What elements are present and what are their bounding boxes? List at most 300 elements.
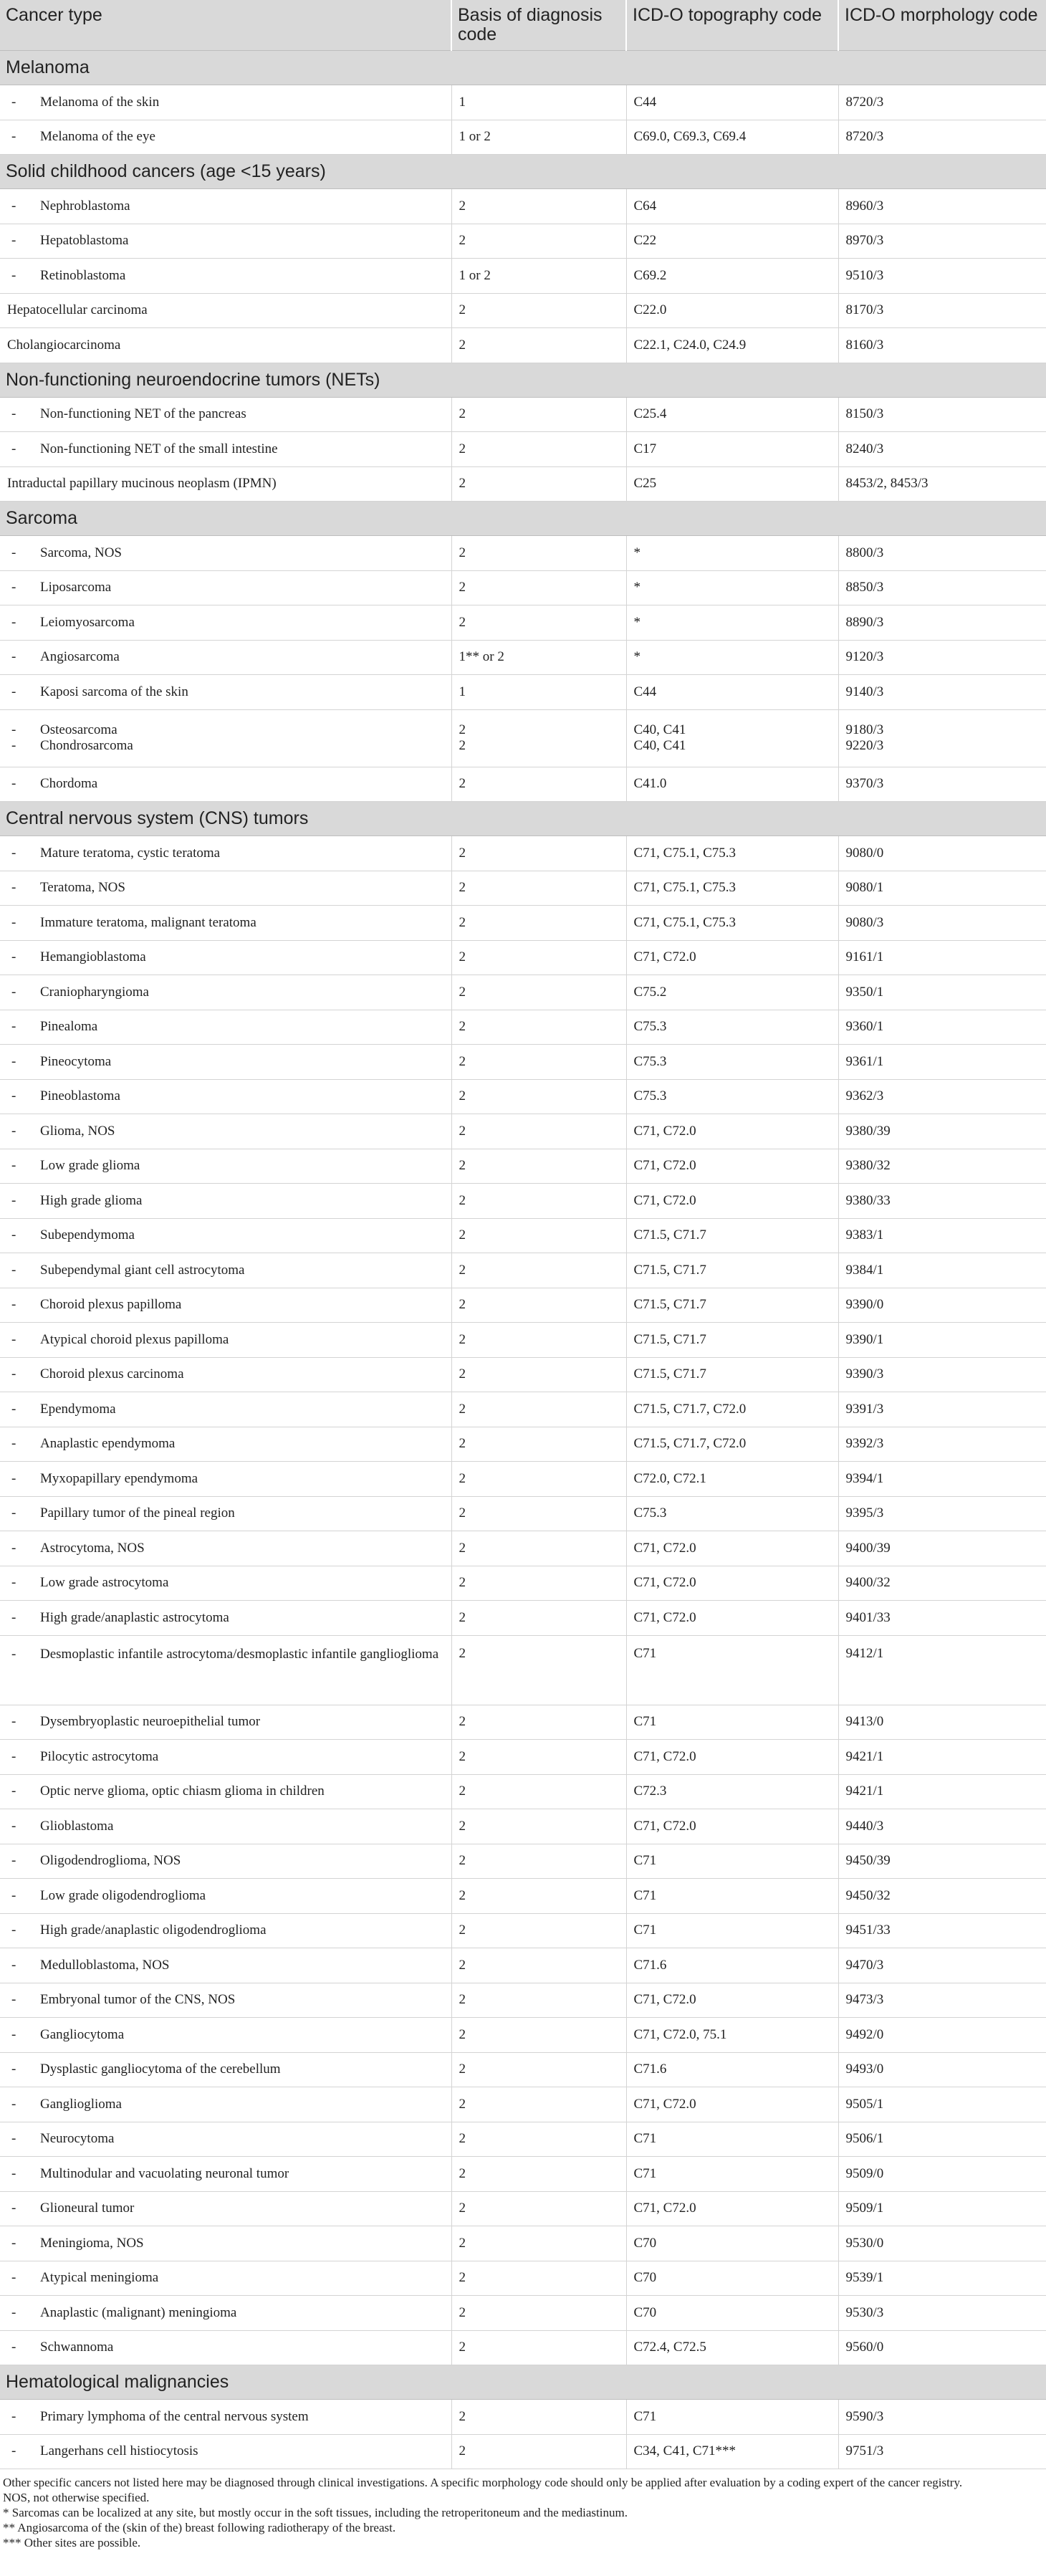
cell-topography-code-value: C70 bbox=[633, 2235, 657, 2251]
indent-dash: - bbox=[11, 1366, 16, 1382]
cell-cancer-type bbox=[0, 871, 451, 906]
cell-cancer-type bbox=[0, 1253, 451, 1288]
table-row bbox=[0, 2261, 1046, 2296]
cell-basis-code bbox=[451, 1149, 626, 1184]
cancer-type-name: Low grade astrocytoma bbox=[40, 1575, 169, 1591]
table-row bbox=[0, 940, 1046, 975]
cancer-type-line bbox=[7, 1054, 444, 1070]
cell-topography-code bbox=[626, 2330, 838, 2365]
indent-dash: - bbox=[11, 198, 16, 214]
cell-morphology-code bbox=[838, 906, 1046, 941]
cell-morphology-code bbox=[838, 293, 1046, 328]
cell-morphology-code bbox=[838, 466, 1046, 502]
indent-dash: - bbox=[11, 233, 16, 249]
indent-dash: - bbox=[11, 580, 16, 595]
cell-basis-code-value: 1 bbox=[459, 94, 466, 110]
cell-morphology-code bbox=[838, 2330, 1046, 2365]
cell-morphology-code-value: 9362/3 bbox=[845, 1088, 884, 1104]
cell-topography-code bbox=[626, 1774, 838, 1809]
cell-morphology-code bbox=[838, 1496, 1046, 1531]
cell-topography-code bbox=[626, 1913, 838, 1948]
cancer-type-line bbox=[7, 1088, 444, 1104]
cell-morphology-code-value: 9383/1 bbox=[845, 1227, 884, 1243]
indent-dash: - bbox=[11, 2270, 16, 2286]
cell-topography-code bbox=[626, 2157, 838, 2192]
cancer-type-name: Pineoblastoma bbox=[40, 1088, 120, 1104]
cell-morphology-code-value: 9390/0 bbox=[845, 1297, 884, 1313]
cell-basis-code-value: 2 bbox=[459, 722, 466, 737]
cell-topography-code bbox=[626, 871, 838, 906]
cell-basis-code bbox=[451, 2157, 626, 2192]
cancer-type-name: Kaposi sarcoma of the skin bbox=[40, 684, 188, 699]
cell-topography-code bbox=[626, 1253, 838, 1288]
cell-topography-code-value: C71, C72.0, 75.1 bbox=[633, 2026, 727, 2042]
cell-topography-code-value: C71, C72.0 bbox=[633, 1158, 696, 1174]
cancer-type-name: High grade/anaplastic astrocytoma bbox=[40, 1609, 229, 1625]
table-row bbox=[0, 1288, 1046, 1323]
indent-dash: - bbox=[11, 845, 16, 861]
cancer-type-name: Atypical choroid plexus papilloma bbox=[40, 1331, 229, 1347]
cell-topography-code-value: C75.2 bbox=[633, 984, 667, 1000]
footnote: NOS, not otherwise specified. bbox=[3, 2491, 150, 2504]
cancer-type-name: Sarcoma, NOS bbox=[40, 545, 122, 560]
cell-basis-code-value: 2 bbox=[459, 1992, 466, 2008]
cancer-type-line bbox=[7, 1193, 444, 1209]
cancer-type-name: Angiosarcoma bbox=[40, 649, 120, 665]
cell-morphology-code-value: 9080/0 bbox=[845, 845, 884, 861]
table-row bbox=[0, 906, 1046, 941]
cell-topography-code bbox=[626, 2226, 838, 2261]
indent-dash: - bbox=[11, 94, 16, 110]
cell-basis-code bbox=[451, 466, 626, 502]
cell-basis-code-value: 2 bbox=[459, 776, 466, 792]
cell-cancer-type bbox=[0, 1149, 451, 1184]
cell-morphology-code bbox=[838, 328, 1046, 363]
cancer-type-line bbox=[7, 1714, 444, 1730]
table-row bbox=[0, 1809, 1046, 1844]
cell-topography-code-value: C71 bbox=[633, 1887, 657, 1903]
indent-dash: - bbox=[11, 776, 16, 792]
cell-topography-code bbox=[626, 1218, 838, 1253]
cancer-type-line bbox=[7, 2409, 444, 2425]
cell-basis-code bbox=[451, 1879, 626, 1914]
cell-morphology-code bbox=[838, 1184, 1046, 1219]
cell-topography-code-value: C17 bbox=[633, 441, 657, 456]
cell-topography-code-value: C75.3 bbox=[633, 1505, 667, 1521]
cancer-type-name: Subependymal giant cell astrocytoma bbox=[40, 1262, 245, 1278]
cell-cancer-type bbox=[0, 1496, 451, 1531]
cell-topography-code bbox=[626, 2052, 838, 2087]
cancer-type-line bbox=[7, 1402, 444, 1417]
cell-topography-code bbox=[626, 224, 838, 259]
cell-basis-code bbox=[451, 1948, 626, 1983]
table-row bbox=[0, 605, 1046, 641]
cancer-type-line bbox=[7, 684, 444, 700]
indent-dash: - bbox=[11, 1019, 16, 1035]
indent-dash: - bbox=[11, 1853, 16, 1869]
cell-topography-code-value: C71.5, C71.7 bbox=[633, 1262, 706, 1278]
cell-morphology-code bbox=[838, 1357, 1046, 1392]
cell-basis-code-value: 2 bbox=[459, 302, 466, 318]
cell-basis-code-value: 2 bbox=[459, 2408, 466, 2424]
cell-basis-code-value: 2 bbox=[459, 1192, 466, 1208]
cancer-type-name: Retinoblastoma bbox=[40, 267, 126, 283]
cell-cancer-type bbox=[0, 1079, 451, 1114]
cell-basis-code-value: 2 bbox=[459, 845, 466, 861]
table-row bbox=[0, 709, 1046, 767]
cell-morphology-code-value: 9421/1 bbox=[845, 1783, 884, 1799]
cancer-type-line bbox=[7, 1819, 444, 1834]
cell-morphology-code-value: 9390/1 bbox=[845, 1331, 884, 1347]
indent-dash: - bbox=[11, 2026, 16, 2042]
cell-cancer-type bbox=[0, 2434, 451, 2469]
table-row bbox=[0, 1218, 1046, 1253]
cancer-type-name: Myxopapillary ependymoma bbox=[40, 1470, 198, 1486]
cell-basis-code-value: 2 bbox=[459, 1853, 466, 1869]
cancer-type-line bbox=[7, 1992, 444, 2008]
cell-morphology-code bbox=[838, 1323, 1046, 1358]
cell-cancer-type bbox=[0, 259, 451, 294]
cancer-type-name: Mature teratoma, cystic teratoma bbox=[40, 845, 221, 861]
cell-cancer-type bbox=[0, 1740, 451, 1775]
cancer-type-line bbox=[7, 2236, 444, 2251]
table-row bbox=[0, 1740, 1046, 1775]
cancer-type-name: Atypical meningioma bbox=[40, 2270, 159, 2286]
cancer-type-line bbox=[7, 1297, 444, 1313]
cancer-type-name: Pineocytoma bbox=[40, 1053, 112, 1069]
cell-basis-code bbox=[451, 1288, 626, 1323]
cell-morphology-code-value: 9380/32 bbox=[845, 1158, 891, 1174]
cell-basis-code-value: 2 bbox=[459, 738, 466, 753]
cell-morphology-code-value: 9400/32 bbox=[845, 1575, 891, 1591]
col-header-topography: ICD-O topography code bbox=[626, 0, 838, 51]
cell-basis-code-value: 2 bbox=[459, 1158, 466, 1174]
cancer-type-line bbox=[7, 915, 444, 931]
cell-morphology-code-value: 9451/33 bbox=[845, 1923, 891, 1938]
cell-morphology-code-value: 9394/1 bbox=[845, 1470, 884, 1486]
cell-topography-code bbox=[626, 293, 838, 328]
table-row bbox=[0, 836, 1046, 871]
cell-morphology-code bbox=[838, 675, 1046, 710]
cell-morphology-code bbox=[838, 189, 1046, 224]
cell-morphology-code-value: 9384/1 bbox=[845, 1262, 884, 1278]
cancer-type-line bbox=[7, 198, 444, 214]
cell-topography-code-value: C71, C72.0 bbox=[633, 1540, 696, 1556]
cell-topography-code bbox=[626, 1879, 838, 1914]
cell-cancer-type bbox=[0, 1288, 451, 1323]
cancer-type-line bbox=[7, 476, 444, 492]
table-body bbox=[0, 51, 1046, 2469]
cell-basis-code-value: 2 bbox=[459, 949, 466, 965]
table-row bbox=[0, 2191, 1046, 2226]
cell-morphology-code-value: 9506/1 bbox=[845, 2131, 884, 2147]
cancer-type-line bbox=[7, 302, 444, 318]
cancer-type-name: Nephroblastoma bbox=[40, 198, 130, 214]
table-row bbox=[0, 2400, 1046, 2435]
indent-dash: - bbox=[11, 1609, 16, 1625]
cell-morphology-code-value: 9530/3 bbox=[845, 2304, 884, 2320]
cancer-type-name: Immature teratoma, malignant teratoma bbox=[40, 914, 256, 930]
cell-morphology-code-value: 8960/3 bbox=[845, 198, 884, 214]
cancer-type-name: Dysplastic gangliocytoma of the cerebellum bbox=[40, 2062, 281, 2077]
cell-cancer-type bbox=[0, 1566, 451, 1601]
cell-basis-code-value: 2 bbox=[459, 1609, 466, 1625]
cancer-type-line bbox=[7, 1575, 444, 1591]
cell-basis-code bbox=[451, 328, 626, 363]
cell-morphology-code bbox=[838, 432, 1046, 467]
indent-dash: - bbox=[11, 1992, 16, 2008]
cell-topography-code bbox=[626, 397, 838, 432]
cell-topography-code-value: * bbox=[633, 545, 640, 560]
cell-morphology-code bbox=[838, 2122, 1046, 2157]
cell-cancer-type bbox=[0, 1774, 451, 1809]
cell-morphology-code-value: 9492/0 bbox=[845, 2026, 884, 2042]
cell-basis-code-value: 2 bbox=[459, 406, 466, 422]
cell-topography-code-value: C71 bbox=[633, 2408, 657, 2424]
cell-cancer-type bbox=[0, 1010, 451, 1045]
cell-cancer-type bbox=[0, 1601, 451, 1636]
indent-dash: - bbox=[11, 1505, 16, 1521]
cell-cancer-type bbox=[0, 466, 451, 502]
cell-morphology-code-value: 9080/1 bbox=[845, 880, 884, 896]
cell-morphology-code bbox=[838, 1462, 1046, 1497]
table-row bbox=[0, 2330, 1046, 2365]
cell-basis-code bbox=[451, 871, 626, 906]
cell-cancer-type bbox=[0, 1218, 451, 1253]
indent-dash: - bbox=[11, 1088, 16, 1104]
indent-dash: - bbox=[11, 1297, 16, 1313]
cell-morphology-code-value: 9400/39 bbox=[845, 1540, 891, 1556]
cell-morphology-code bbox=[838, 940, 1046, 975]
cancer-type-name: Desmoplastic infantile astrocytoma/desmoplastic infantile ganglioglioma bbox=[40, 1646, 439, 1662]
cell-cancer-type bbox=[0, 328, 451, 363]
cell-topography-code-value: C71.5, C71.7 bbox=[633, 1366, 706, 1382]
cancer-type-line bbox=[7, 268, 444, 284]
cell-topography-code bbox=[626, 1740, 838, 1775]
table-row bbox=[0, 871, 1046, 906]
indent-dash: - bbox=[11, 1158, 16, 1174]
footnote: Other specific cancers not listed here may be diagnosed through clinical investigations. A specific morphology code should only be applied after evaluation by a coding expert of the cancer registry. bbox=[3, 2476, 963, 2489]
cell-morphology-code bbox=[838, 2296, 1046, 2331]
cell-basis-code-value: 2 bbox=[459, 2062, 466, 2077]
indent-dash: - bbox=[11, 949, 16, 965]
cancer-type-line bbox=[7, 2443, 444, 2459]
cell-topography-code-value: C70 bbox=[633, 2270, 657, 2286]
indent-dash: - bbox=[11, 1331, 16, 1347]
cell-topography-code bbox=[626, 709, 838, 767]
cancer-type-line bbox=[7, 2097, 444, 2112]
cell-basis-code-value: 2 bbox=[459, 1575, 466, 1591]
cancer-type-line bbox=[7, 1783, 444, 1799]
table-row bbox=[0, 2226, 1046, 2261]
cell-basis-code bbox=[451, 940, 626, 975]
cell-topography-code bbox=[626, 2261, 838, 2296]
cell-topography-code bbox=[626, 640, 838, 675]
cell-morphology-code-value: 9450/39 bbox=[845, 1853, 891, 1869]
cell-topography-code-value: C71, C72.0 bbox=[633, 1123, 696, 1139]
cancer-type-line bbox=[7, 337, 444, 353]
cell-topography-code bbox=[626, 767, 838, 802]
cell-morphology-code-value: 9120/3 bbox=[845, 649, 884, 665]
cancer-type-name: Low grade oligodendroglioma bbox=[40, 1887, 206, 1903]
cell-basis-code-value: 2 bbox=[459, 2096, 466, 2112]
cell-basis-code-value: 2 bbox=[459, 2131, 466, 2147]
table-row bbox=[0, 767, 1046, 802]
cell-basis-code-value: 2 bbox=[459, 2235, 466, 2251]
section-header-row bbox=[0, 502, 1046, 536]
cell-cancer-type bbox=[0, 2052, 451, 2087]
cell-morphology-code bbox=[838, 836, 1046, 871]
cancer-type-name: Choroid plexus carcinoma bbox=[40, 1366, 184, 1382]
table-row bbox=[0, 1531, 1046, 1566]
cell-morphology-code bbox=[838, 1531, 1046, 1566]
cell-morphology-code bbox=[838, 1218, 1046, 1253]
cell-topography-code bbox=[626, 1114, 838, 1149]
cell-topography-code-value: C25 bbox=[633, 476, 657, 492]
cell-cancer-type bbox=[0, 1184, 451, 1219]
cell-topography-code-value: C71, C72.0 bbox=[633, 1748, 696, 1764]
cell-topography-code bbox=[626, 1288, 838, 1323]
cell-cancer-type bbox=[0, 675, 451, 710]
indent-dash: - bbox=[11, 1123, 16, 1139]
table-row bbox=[0, 85, 1046, 120]
cell-topography-code bbox=[626, 940, 838, 975]
cell-topography-code-value: C75.3 bbox=[633, 1019, 667, 1035]
cell-morphology-code-value: 9440/3 bbox=[845, 1818, 884, 1834]
cell-morphology-code bbox=[838, 259, 1046, 294]
cell-topography-code-value: C72.4, C72.5 bbox=[633, 2340, 706, 2355]
cell-morphology-code bbox=[838, 975, 1046, 1010]
cell-morphology-code-value: 9080/3 bbox=[845, 914, 884, 930]
indent-dash: - bbox=[11, 880, 16, 896]
cell-basis-code bbox=[451, 224, 626, 259]
cell-morphology-code bbox=[838, 1705, 1046, 1740]
cell-cancer-type bbox=[0, 2400, 451, 2435]
cell-topography-code bbox=[626, 1601, 838, 1636]
cancer-type-line bbox=[7, 1227, 444, 1243]
cell-basis-code-value: 2 bbox=[459, 880, 466, 896]
cancer-type-name: Intraductal papillary mucinous neoplasm (IPMN) bbox=[7, 476, 277, 492]
cell-topography-code-value: C71 bbox=[633, 1853, 657, 1869]
cell-topography-code-value: C75.3 bbox=[633, 1088, 667, 1104]
cell-topography-code-value: C71 bbox=[633, 2165, 657, 2181]
cancer-type-line bbox=[7, 880, 444, 896]
indent-dash: - bbox=[11, 722, 16, 737]
cancer-type-line bbox=[7, 2062, 444, 2077]
cell-basis-code-value: 2 bbox=[459, 1818, 466, 1834]
cell-basis-code bbox=[451, 640, 626, 675]
section-header-row bbox=[0, 363, 1046, 397]
cell-topography-code-value: C71 bbox=[633, 1923, 657, 1938]
cell-basis-code bbox=[451, 1983, 626, 2018]
cell-topography-code bbox=[626, 1983, 838, 2018]
cancer-type-name: Melanoma of the eye bbox=[40, 129, 155, 145]
cell-morphology-code-value: 9220/3 bbox=[845, 738, 884, 753]
table-row bbox=[0, 1149, 1046, 1184]
cancer-type-name: High grade/anaplastic oligodendroglioma bbox=[40, 1923, 267, 1938]
cancer-type-name: Meningioma, NOS bbox=[40, 2235, 144, 2251]
cancer-type-name: Schwannoma bbox=[40, 2340, 114, 2355]
cancer-type-name: Anaplastic (malignant) meningioma bbox=[40, 2304, 237, 2320]
table-row bbox=[0, 1010, 1046, 1045]
table-row bbox=[0, 224, 1046, 259]
cell-basis-code-value: 2 bbox=[459, 1887, 466, 1903]
cell-morphology-code-value: 9530/0 bbox=[845, 2235, 884, 2251]
section-title: Solid childhood cancers (age <15 years) bbox=[0, 155, 1046, 189]
cell-cancer-type bbox=[0, 536, 451, 571]
cell-basis-code bbox=[451, 1531, 626, 1566]
indent-dash: - bbox=[11, 406, 16, 422]
cell-topography-code bbox=[626, 1705, 838, 1740]
cell-basis-code bbox=[451, 2296, 626, 2331]
cell-morphology-code bbox=[838, 1774, 1046, 1809]
cell-morphology-code-value: 9421/1 bbox=[845, 1748, 884, 1764]
cell-basis-code-value: 2 bbox=[459, 1262, 466, 1278]
cancer-type-name: Hepatocellular carcinoma bbox=[7, 302, 148, 318]
indent-dash: - bbox=[11, 1262, 16, 1278]
cell-cancer-type bbox=[0, 767, 451, 802]
cancer-type-name: Choroid plexus papilloma bbox=[40, 1297, 182, 1313]
cell-basis-code bbox=[451, 1427, 626, 1462]
cell-morphology-code bbox=[838, 1253, 1046, 1288]
cell-basis-code bbox=[451, 1809, 626, 1844]
cell-basis-code-value: 2 bbox=[459, 1714, 466, 1730]
indent-dash: - bbox=[11, 2165, 16, 2181]
cell-basis-code bbox=[451, 1913, 626, 1948]
cell-cancer-type bbox=[0, 605, 451, 641]
cell-cancer-type bbox=[0, 2018, 451, 2053]
table-row bbox=[0, 466, 1046, 502]
cell-topography-code-value: C75.3 bbox=[633, 1053, 667, 1069]
cell-basis-code-value: 2 bbox=[459, 1783, 466, 1799]
cell-morphology-code-value: 9180/3 bbox=[845, 722, 884, 737]
cell-basis-code bbox=[451, 1496, 626, 1531]
footnote: ** Angiosarcoma of the (skin of the) breast following radiotherapy of the breast. bbox=[3, 2521, 396, 2534]
cancer-type-name: Cholangiocarcinoma bbox=[7, 337, 121, 353]
table-row bbox=[0, 328, 1046, 363]
table-row bbox=[0, 1079, 1046, 1114]
table-row bbox=[0, 1462, 1046, 1497]
cell-topography-code bbox=[626, 906, 838, 941]
cell-topography-code-value: C71, C72.0 bbox=[633, 2201, 696, 2216]
cancer-type-name: Leiomyosarcoma bbox=[40, 614, 135, 630]
cell-basis-code bbox=[451, 1705, 626, 1740]
cancer-type-line bbox=[7, 95, 444, 110]
cell-morphology-code-value: 9380/33 bbox=[845, 1192, 891, 1208]
cancer-type-line bbox=[7, 1541, 444, 1556]
cell-topography-code-value: C71 bbox=[633, 1645, 657, 1661]
indent-dash: - bbox=[11, 2096, 16, 2112]
cell-basis-code bbox=[451, 1357, 626, 1392]
cell-topography-code-value: C71.6 bbox=[633, 1957, 667, 1973]
indent-dash: - bbox=[11, 1401, 16, 1417]
cell-basis-code bbox=[451, 1079, 626, 1114]
cell-morphology-code-value: 8970/3 bbox=[845, 233, 884, 249]
cell-topography-code-value: C25.4 bbox=[633, 406, 667, 422]
cell-morphology-code-value: 9473/3 bbox=[845, 1992, 884, 2008]
cancer-type-line bbox=[7, 615, 444, 631]
cell-topography-code bbox=[626, 675, 838, 710]
indent-dash: - bbox=[11, 1748, 16, 1764]
indent-dash: - bbox=[11, 649, 16, 665]
cell-basis-code bbox=[451, 1323, 626, 1358]
cell-morphology-code-value: 9590/3 bbox=[845, 2408, 884, 2424]
cell-basis-code bbox=[451, 2226, 626, 2261]
cancer-type-line bbox=[7, 649, 444, 665]
cell-cancer-type bbox=[0, 836, 451, 871]
table-row bbox=[0, 1427, 1046, 1462]
cancer-type-name: Glioneural tumor bbox=[40, 2201, 135, 2216]
